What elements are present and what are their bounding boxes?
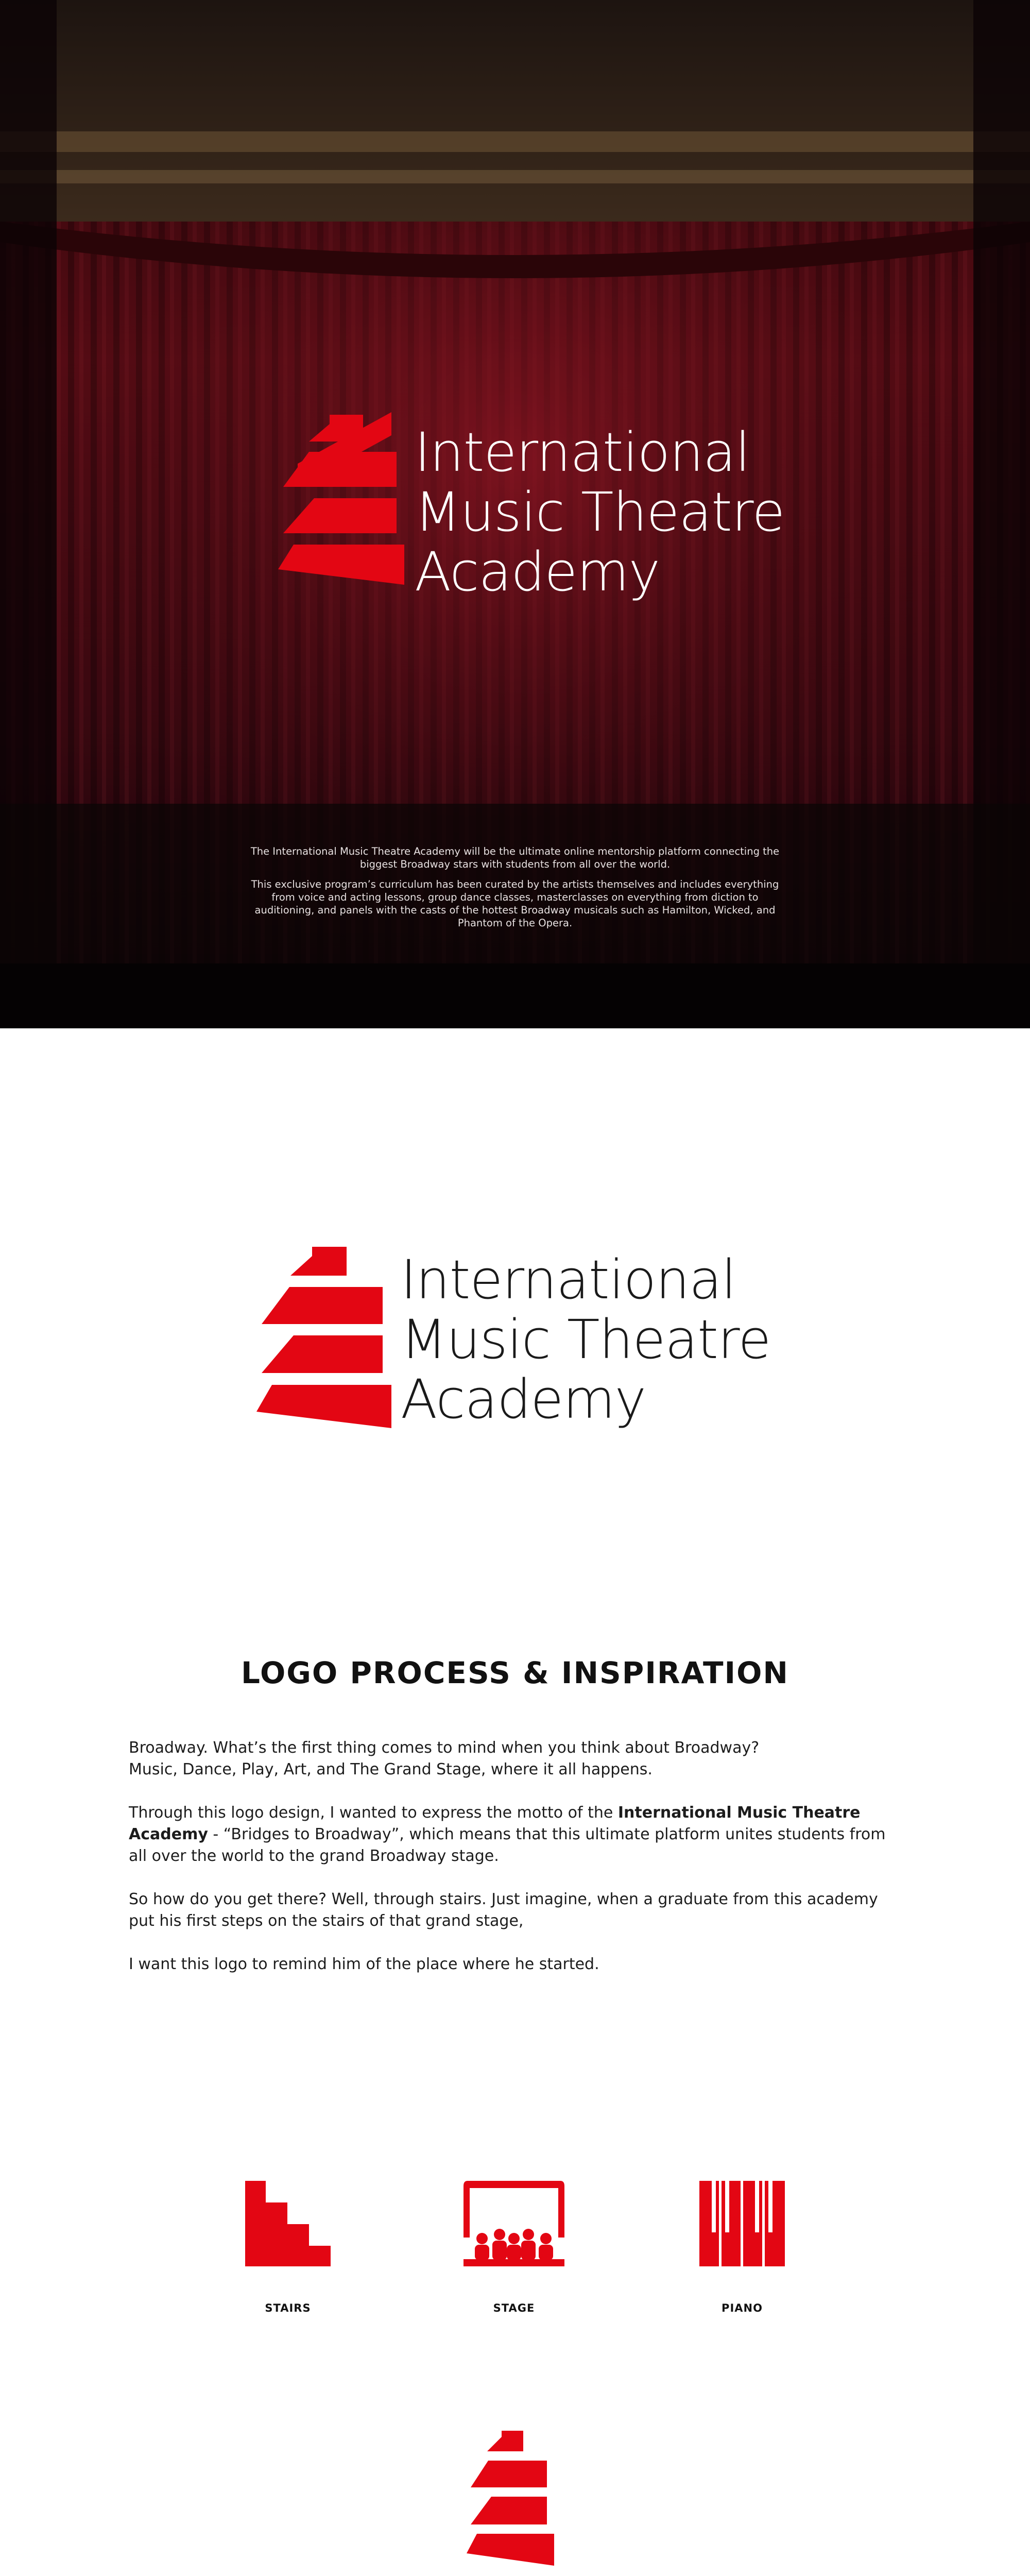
main-wordmark-line1: International (401, 1248, 736, 1311)
hero-wordmark-line3: Academy (415, 540, 660, 603)
stairs-label: STAIRS (265, 2302, 311, 2314)
process-paragraph-1 (129, 1737, 901, 1781)
process-p2-text-end: - “Bridges to Broadway”, which means that this ultimate platform unites students from all over the world to the grand Broadway stage. (129, 1825, 886, 1865)
hero-paragraph-2: This exclusive program’s curriculum has been curated by the artists themselves and includes everything from voice and acting lessons, group dance classes, masterclasses on everything from diction to auditioning, and panels with the casts of the hottest Broadway musicals such as Hamilton, Wicked, and Phantom of the Opera. (251, 878, 779, 929)
main-wordmark-line2: Music Theatre (401, 1308, 771, 1371)
process-p1-line1: Broadway. What’s the first thing comes to mind when you think about Broadway? (129, 1739, 760, 1757)
process-paragraph-2 (129, 1802, 901, 1867)
stairs-icon (245, 2181, 331, 2266)
process-title: LOGO PROCESS & INSPIRATION (241, 1655, 789, 1690)
main-wordmark-line3: Academy (401, 1368, 646, 1431)
process-body (129, 1737, 901, 1997)
process-p2-text: Through this logo design, I wanted to express the motto of the (129, 1804, 618, 1822)
hero-wordmark (415, 422, 784, 602)
process-p2-bold: International Music Theatre Academy (129, 1804, 861, 1843)
piano-icon (699, 2181, 785, 2266)
stage-label: STAGE (493, 2302, 535, 2314)
hero-logo-symbol (278, 415, 417, 590)
process-p1-line2: Music, Dance, Play, Art, and The Grand Stage, where it all happens. (129, 1760, 653, 1778)
main-logo-symbol (256, 1247, 406, 1432)
hero-section (0, 0, 1030, 1028)
hero-wordmark-line2: Music Theatre (415, 481, 785, 544)
process-paragraph-3: So how do you get there? Well, through stairs. Just imagine, when a graduate from this academy put his first steps on the stairs of that grand stage, (129, 1890, 878, 1930)
hero-wordmark-line1: International (415, 421, 750, 484)
process-paragraph-4: I want this logo to remind him of the place where he started. (129, 1955, 599, 1973)
piano-label: PIANO (722, 2302, 763, 2314)
stage-icon (464, 2181, 564, 2266)
center-logo-symbol (467, 2431, 562, 2567)
main-wordmark (401, 1250, 770, 1429)
hero-paragraph-1: The International Music Theatre Academy will be the ultimate online mentorship platform connecting the biggest Broadway stars with students from all over the world. (250, 845, 780, 870)
hero-description (247, 845, 783, 937)
